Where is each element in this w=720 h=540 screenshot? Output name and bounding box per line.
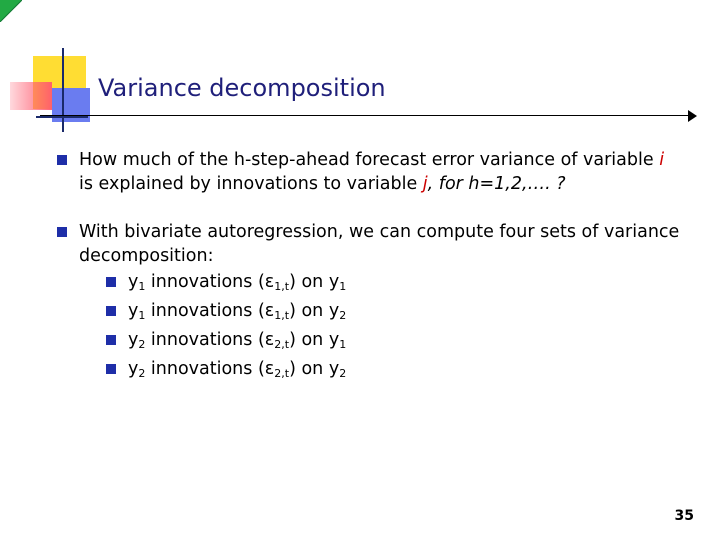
slide-title: Variance decomposition [98,74,386,102]
list-item: $y_1$ innovations $(\varepsilon_{1,t})$ on $y_2$ [106,297,697,326]
list-item: $y_2$ innovations $(\varepsilon_{2,t})$ on $y_1$ [106,326,697,355]
variable-i: i [659,150,665,170]
list-item: $y_1$ innovations $(\varepsilon_{1,t})$ on $y_1$ [106,268,697,297]
slide-body [57,148,697,384]
page-corner-fold-icon [0,0,22,22]
decor-horizontal-line [36,116,88,118]
square-bullet-icon [106,306,116,316]
bullet-forecast-question: How much of the h-step-ahead forecast error variance of variable i is explained by innovations to variable j, for h=1,2,…. ? [57,148,697,196]
decor-red-gradient-block [10,82,52,110]
square-bullet-icon [106,277,116,287]
list-item: $y_2$ innovations $(\varepsilon_{2,t})$ on $y_2$ [106,355,697,384]
page-number: 35 [674,508,694,524]
square-bullet-icon [57,227,67,237]
square-bullet-icon [57,155,67,165]
square-bullet-icon [106,335,116,345]
variable-j: j [422,174,428,194]
bivariate-text: With bivariate autoregression, we can compute four sets of variance decomposition: [79,222,680,266]
bullet-bivariate [57,220,697,384]
square-bullet-icon [106,364,116,374]
arrow-right-icon [688,110,697,122]
title-underline [40,115,690,116]
decor-vertical-line [62,48,64,132]
